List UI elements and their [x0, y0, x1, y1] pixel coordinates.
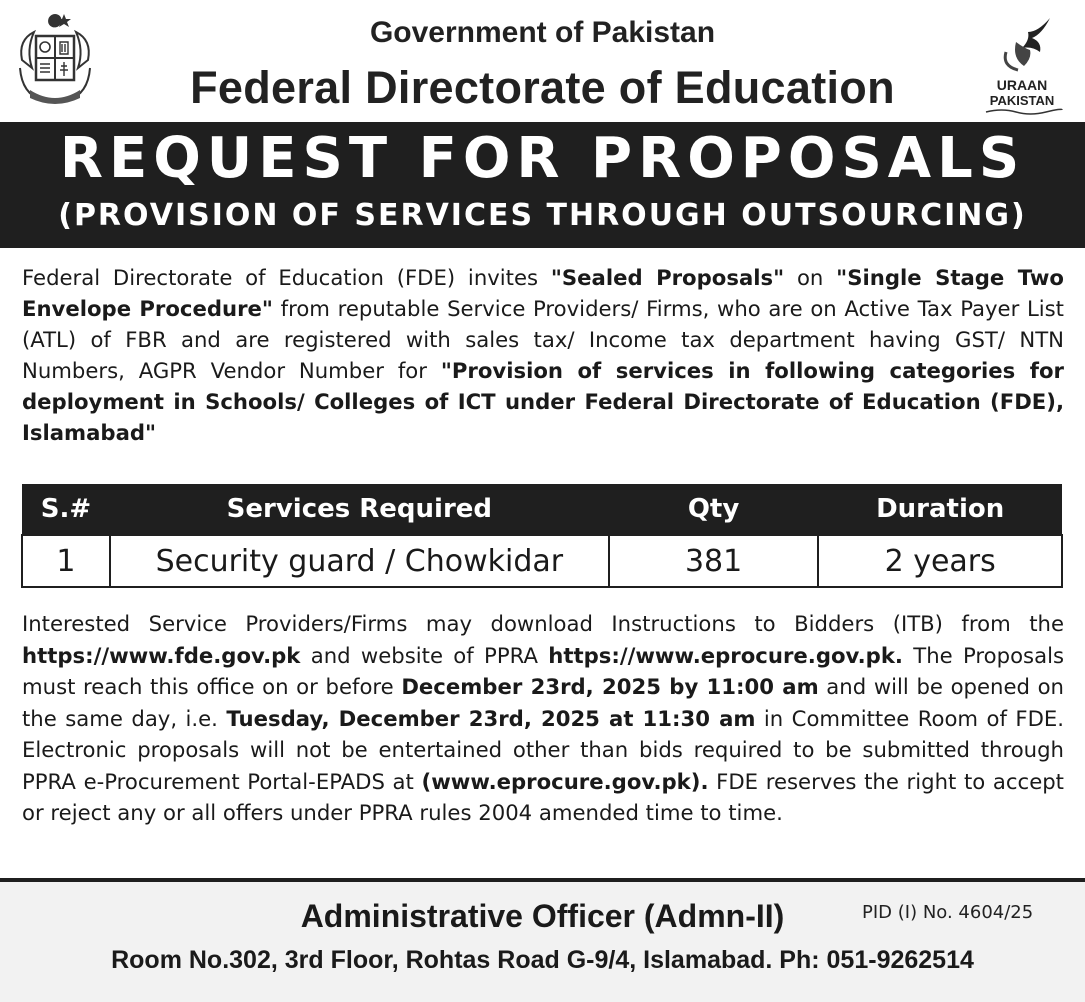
emphasis-text: (www.eprocure.gov.pk). [421, 768, 709, 794]
rfp-banner [0, 122, 1085, 248]
body-text: and will be opened on the same day, i.e. [22, 674, 1064, 731]
emphasis-text: "Single Stage Two Envelope Procedure" [22, 265, 1064, 321]
emphasis-text: December 23rd, 2025 by 11:00 am [401, 674, 819, 699]
body-text: FDE reserves the right to accept or reject any or all offers under PPRA rules 2004 amended time to time. [22, 768, 1064, 825]
government-title: Government of Pakistan [369, 16, 716, 49]
banner-title: REQUEST FOR PROPOSALS [59, 126, 1026, 191]
header-services: Services Required [110, 484, 609, 535]
body-text: on [784, 265, 837, 290]
body-text: from reputable Service Providers/ Firms, who are on Active Tax Payer List (ATL) of FBR and are registered with sales tax/ Income tax department having GST/ NTN Numbers, AGPR Vendor Number for [22, 296, 1064, 383]
body-text: in Committee Room of FDE. Electronic proposals will not be entertained other than bids required to be submitted through PPRA e-Procurement Portal-EPADS at [22, 705, 1065, 794]
cell-service: Security guard / Chowkidar [110, 535, 609, 587]
footer [0, 878, 1085, 1002]
officer-title: Administrative Officer (Admn-II) [300, 898, 785, 934]
body-text: Interested Service Providers/Firms may download Instructions to Bidders (ITB) from the [22, 611, 1064, 636]
cell-qty: 381 [609, 535, 819, 587]
table-header-row [22, 484, 1062, 535]
body-text: and website of PPRA [300, 642, 549, 668]
header [0, 0, 1085, 122]
instructions-paragraph [22, 608, 1064, 829]
emphasis-text: https://www.fde.gov.pk [22, 642, 301, 668]
pid-number: PID (I) No. 4604/25 [862, 902, 1034, 923]
header-qty: Qty [609, 484, 819, 535]
uraan-pakistan-logo-icon [972, 12, 1072, 117]
svg-text:PAKISTAN: PAKISTAN [989, 93, 1055, 108]
table-row [22, 535, 1062, 587]
cell-duration: 2 years [818, 535, 1062, 587]
body-text: Federal Directorate of Education (FDE) invites [22, 265, 551, 290]
header-duration: Duration [818, 484, 1062, 535]
header-sno: S.# [22, 484, 110, 535]
office-address: Room No.302, 3rd Floor, Rohtas Road G-9/4, Islamabad. Ph: 051-9262514 [111, 946, 974, 974]
body-text: The Proposals must reach this office on or before [22, 642, 1064, 699]
intro-paragraph [22, 262, 1064, 448]
emphasis-text: https://www.eprocure.gov.pk. [548, 642, 903, 668]
directorate-title: Federal Directorate of Education [190, 62, 895, 113]
emphasis-text: "Provision of services in following categories for deployment in Schools/ Colleges of ICT under Federal Directorate of Education (FDE), Islamabad" [22, 358, 1064, 445]
banner-subtitle: (PROVISION OF SERVICES THROUGH OUTSOURCING) [58, 198, 1027, 233]
svg-text:URAAN: URAAN [996, 77, 1048, 93]
emphasis-text: "Sealed Proposals" [550, 265, 785, 290]
emphasis-text: Tuesday, December 23rd, 2025 at 11:30 am [226, 705, 756, 731]
services-table [21, 484, 1063, 588]
cell-sno: 1 [22, 535, 110, 587]
